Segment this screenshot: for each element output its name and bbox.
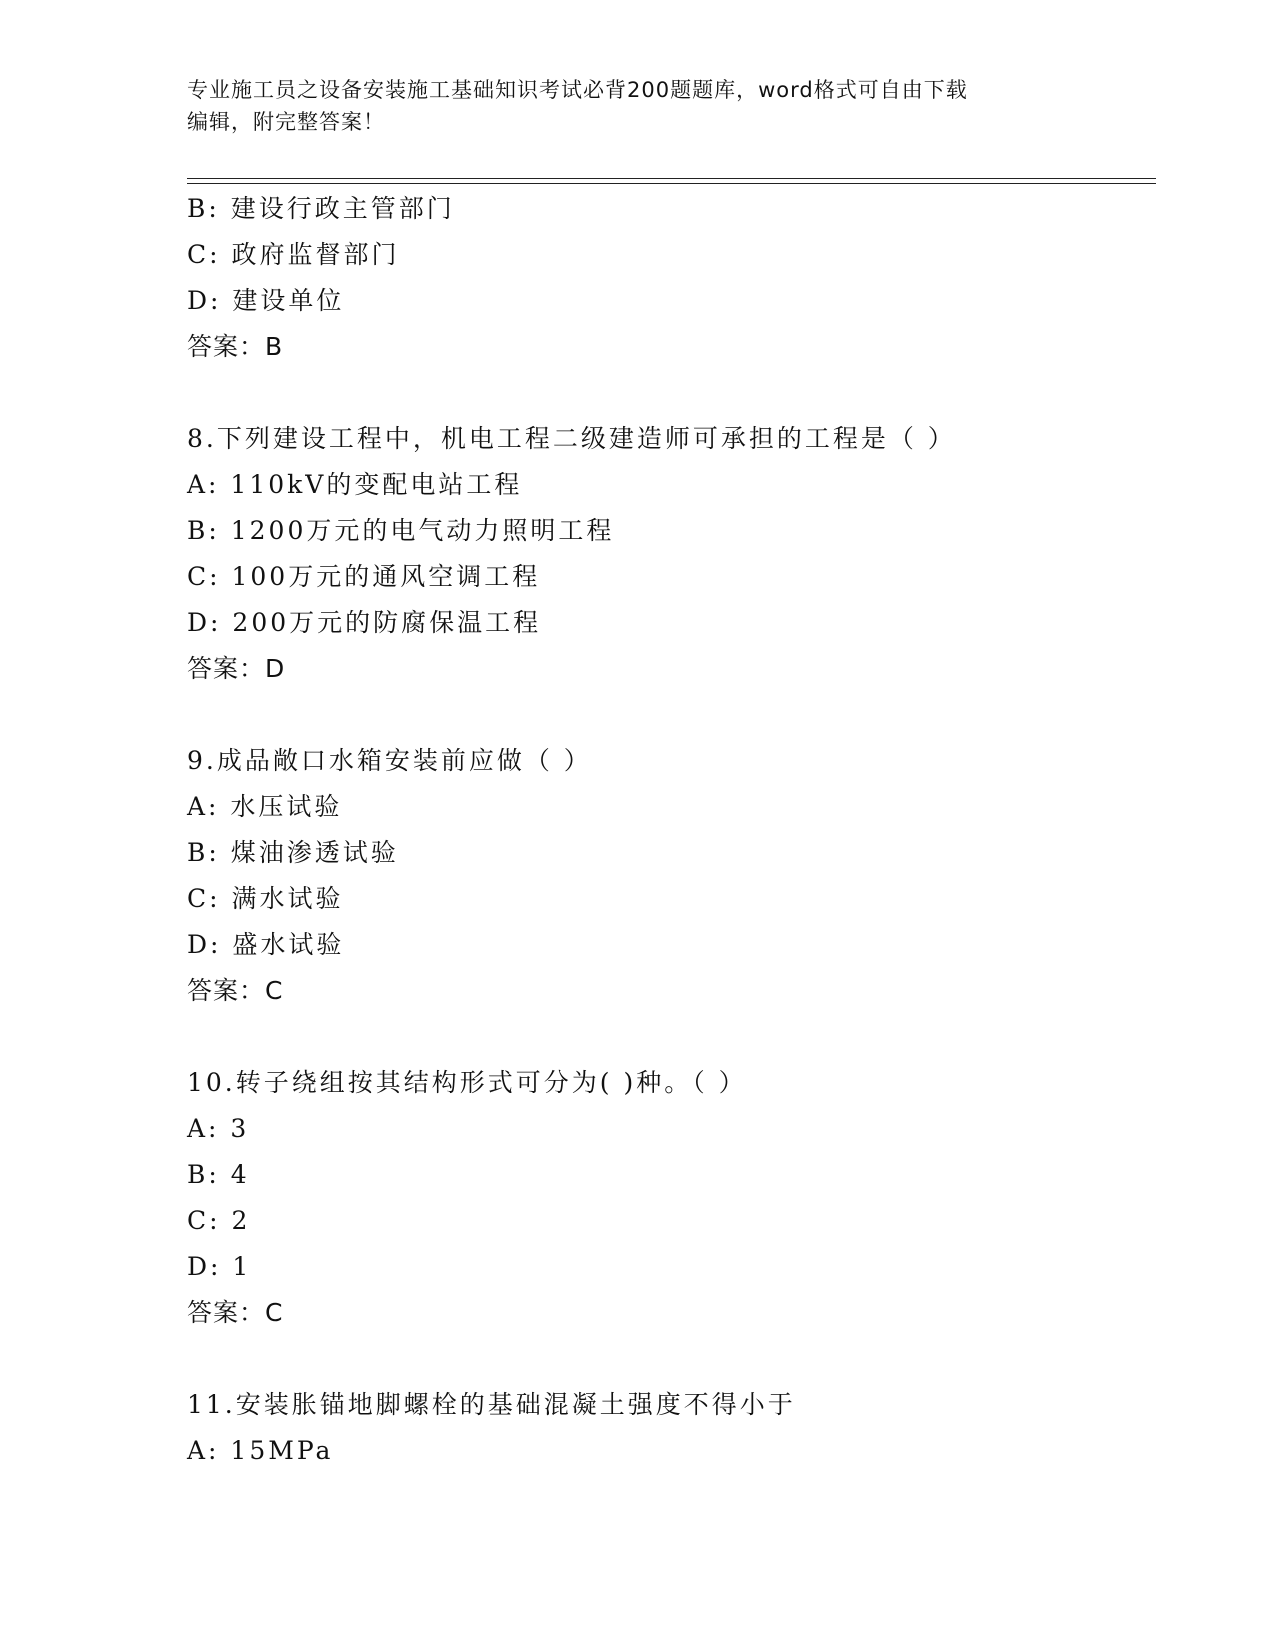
question-8-text: 8.下列建设工程中，机电工程二级建造师可承担的工程是（ ） <box>187 424 956 453</box>
header-divider-top <box>187 178 1156 179</box>
option-d: D: 建设单位 <box>187 286 345 315</box>
question-9-text: 9.成品敞口水箱安装前应做（ ） <box>187 746 592 775</box>
answer-line: 答案：C <box>187 976 284 1005</box>
option-a: A: 110kV的变配电站工程 <box>187 470 523 499</box>
option-c: C: 政府监督部门 <box>187 240 400 269</box>
option-d: D: 盛水试验 <box>187 930 345 959</box>
option-b: B: 煤油渗透试验 <box>187 838 399 867</box>
answer-line: 答案：D <box>187 654 286 683</box>
question-10-text: 10.转子绕组按其结构形式可分为( )种。（ ） <box>187 1068 747 1097</box>
option-b: B: 4 <box>187 1160 250 1189</box>
answer-line: 答案：C <box>187 1298 284 1327</box>
option-d: D: 1 <box>187 1252 252 1281</box>
option-c: C: 100万元的通风空调工程 <box>187 562 541 591</box>
question-11-text: 11.安装胀锚地脚螺栓的基础混凝土强度不得小于 <box>187 1390 796 1419</box>
question-10-block <box>187 1060 1147 1336</box>
question-9-block <box>187 738 1147 1014</box>
option-c: C: 满水试验 <box>187 884 344 913</box>
question-11-block <box>187 1382 1147 1474</box>
option-d: D: 200万元的防腐保温工程 <box>187 608 542 637</box>
spacer <box>187 370 1147 416</box>
header-title-line-2: 编辑，附完整答案！ <box>187 110 385 134</box>
header-title-line-1: 专业施工员之设备安装施工基础知识考试必背200题题库，word格式可自由下载 <box>187 78 968 102</box>
header-divider-bottom <box>187 183 1156 184</box>
option-b: B: 1200万元的电气动力照明工程 <box>187 516 615 545</box>
option-a: A: 水压试验 <box>187 792 343 821</box>
spacer <box>187 1014 1147 1060</box>
document-header <box>187 74 1087 138</box>
option-c: C: 2 <box>187 1206 251 1235</box>
question-7-block <box>187 186 1147 370</box>
spacer <box>187 692 1147 738</box>
spacer <box>187 1336 1147 1382</box>
question-8-block <box>187 416 1147 692</box>
option-a: A: 15MPa <box>187 1436 334 1465</box>
option-b: B: 建设行政主管部门 <box>187 194 455 223</box>
option-a: A: 3 <box>187 1114 250 1143</box>
answer-line: 答案：B <box>187 332 284 361</box>
question-list <box>187 186 1147 1474</box>
